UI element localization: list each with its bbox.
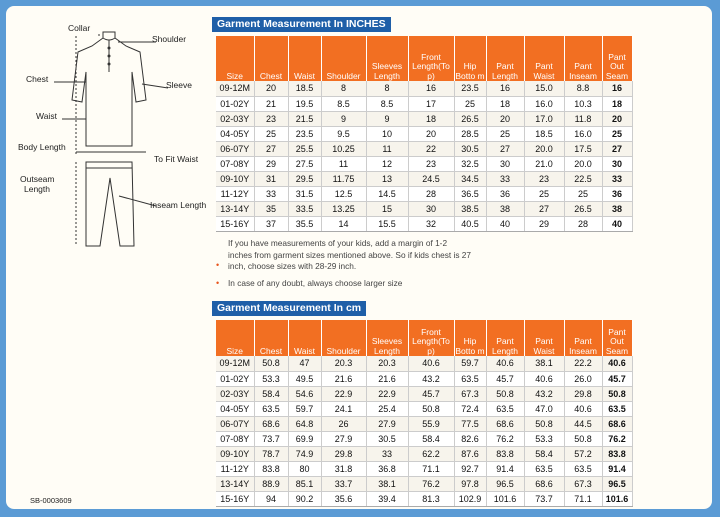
measurement-cell: 76.2 [408,476,454,491]
size-cell: 09-10Y [216,446,254,461]
inches-table-title: Garment Measurement In INCHES [212,17,391,32]
measurement-cell: 22 [408,141,454,156]
measurement-cell: 18 [486,96,524,111]
measurement-cell: 69.9 [288,431,321,446]
measurement-cell: 9.5 [321,126,366,141]
measurement-cell: 68.6 [254,416,288,431]
measurement-cell: 71.1 [564,491,602,506]
measurement-cell: 68.6 [486,416,524,431]
inches-col-header: Pant Waist [524,36,564,81]
note-larger-size-text: In case of any doubt, always choose larger size [228,277,403,288]
measurement-cell: 30 [408,201,454,216]
measurement-cell: 30.5 [454,141,486,156]
measurement-cell: 87.6 [454,446,486,461]
inches-col-header: Shoulder [321,36,366,81]
measurement-cell: 63.5 [524,461,564,476]
measurement-cell: 55.9 [408,416,454,431]
measurement-cell: 67.3 [564,476,602,491]
measurement-cell: 63.5 [602,401,632,416]
cm-col-header: Chest [254,320,288,356]
measurement-cell: 30.5 [366,431,408,446]
table-row [216,461,632,476]
measurement-cell: 21.6 [321,371,366,386]
measurement-cell: 21 [254,96,288,111]
measurement-cell: 40 [602,216,632,231]
measurement-cell: 40.6 [524,371,564,386]
cm-col-header: Waist [288,320,321,356]
inches-col-header: Pant Inseam [564,36,602,81]
inches-col-header: Front Length(To p) [408,36,454,81]
table-row [216,111,632,126]
measurement-cell: 102.9 [454,491,486,506]
measurement-cell: 13 [366,171,408,186]
cm-table-title: Garment Measurement In cm [212,301,366,316]
measurement-cell: 58.4 [524,446,564,461]
table-row [216,401,632,416]
cm-col-header: Sleeves Length [366,320,408,356]
shoulder-label: Shoulder [152,34,187,44]
inches-col-header: Chest [254,36,288,81]
cm-header-row [216,320,632,356]
chest-label: Chest [26,74,49,84]
measurement-cell: 22.9 [366,386,408,401]
measurement-cell: 45.7 [408,386,454,401]
measurement-cell: 101.6 [602,491,632,506]
measurement-cell: 19.5 [288,96,321,111]
measurement-cell: 25.4 [366,401,408,416]
measurement-cell: 76.2 [602,431,632,446]
size-cell: 09-10Y [216,171,254,186]
measurement-cell: 20 [602,111,632,126]
measurement-cell: 29.8 [321,446,366,461]
size-cell: 15-16Y [216,216,254,231]
measurement-cell: 96.5 [602,476,632,491]
measurement-cell: 53.3 [524,431,564,446]
size-cell: 04-05Y [216,401,254,416]
measurement-cell: 40 [486,216,524,231]
table-row [216,186,632,201]
size-cell: 04-05Y [216,126,254,141]
measurement-cell: 11 [321,156,366,171]
measurement-cell: 18.5 [524,126,564,141]
measurement-cell: 33 [486,171,524,186]
measurement-cell: 25 [454,96,486,111]
measurement-cell: 33 [366,446,408,461]
size-cell: 09-12M [216,81,254,96]
measurement-cell: 29.8 [564,386,602,401]
measurement-cell: 20.0 [524,141,564,156]
size-cell: 02-03Y [216,386,254,401]
measurement-cell: 29 [524,216,564,231]
measurement-cell: 25 [602,126,632,141]
measurement-cell: 31.5 [288,186,321,201]
measurement-cell: 72.4 [454,401,486,416]
measurement-cell: 74.9 [288,446,321,461]
outseam-length-label-line2: Length [24,184,50,194]
cm-col-header: Hip Botto m [454,320,486,356]
size-cell: 15-16Y [216,491,254,506]
measurement-cell: 49.5 [288,371,321,386]
size-notes [216,238,472,289]
cm-size-table [216,320,633,507]
measurement-cell: 90.2 [288,491,321,506]
inches-col-header: Sleeves Length [366,36,408,81]
measurement-cell: 68.6 [602,416,632,431]
size-cell: 02-03Y [216,111,254,126]
table-row [216,371,632,386]
table-row [216,201,632,216]
size-cell: 07-08Y [216,156,254,171]
measurement-cell: 36.8 [366,461,408,476]
measurement-cell: 63.5 [564,461,602,476]
cm-col-header: Pant Inseam [564,320,602,356]
measurement-cell: 76.2 [486,431,524,446]
measurement-cell: 83.8 [486,446,524,461]
measurement-cell: 8.5 [366,96,408,111]
size-chart-sheet [6,6,712,509]
table-row [216,446,632,461]
measurement-cell: 8.8 [564,81,602,96]
measurement-cell: 29 [254,156,288,171]
measurement-cell: 33.7 [321,476,366,491]
table-row [216,491,632,506]
measurement-cell: 96.5 [486,476,524,491]
measurement-cell: 12 [366,156,408,171]
measurement-cell: 67.3 [454,386,486,401]
size-cell: 06-07Y [216,141,254,156]
measurement-cell: 50.8 [564,431,602,446]
measurement-cell: 8 [321,81,366,96]
inches-header-row [216,36,632,81]
table-row [216,81,632,96]
measurement-cell: 45.7 [486,371,524,386]
measurement-cell: 27 [486,141,524,156]
measurement-cell: 24.1 [321,401,366,416]
measurement-cell: 38.1 [366,476,408,491]
measurement-cell: 33.5 [288,201,321,216]
measurement-cell: 35.6 [321,491,366,506]
measurement-cell: 26.5 [564,201,602,216]
garment-diagram [6,6,216,306]
measurement-cell: 32.5 [454,156,486,171]
measurement-cell: 22.2 [564,356,602,371]
measurement-cell: 13.25 [321,201,366,216]
measurement-cell: 15.0 [524,81,564,96]
measurement-cell: 27.9 [321,431,366,446]
note-larger-size: • In case of any doubt, always choose larger size [216,277,403,288]
measurement-cell: 73.7 [524,491,564,506]
measurement-cell: 23.5 [454,81,486,96]
table-row [216,96,632,111]
size-cell: 01-02Y [216,96,254,111]
inches-col-header: Size [216,36,254,81]
measurement-cell: 73.7 [254,431,288,446]
measurement-cell: 81.3 [408,491,454,506]
measurement-cell: 35.5 [288,216,321,231]
inches-col-header: Waist [288,36,321,81]
measurement-cell: 17.0 [524,111,564,126]
size-cell: 13-14Y [216,201,254,216]
measurement-cell: 10.3 [564,96,602,111]
measurement-cell: 24.5 [408,171,454,186]
measurement-cell: 83.8 [254,461,288,476]
table-row [216,126,632,141]
measurement-cell: 63.5 [486,401,524,416]
measurement-cell: 59.7 [454,356,486,371]
measurement-cell: 31 [254,171,288,186]
measurement-cell: 26.5 [454,111,486,126]
measurement-cell: 50.8 [408,401,454,416]
cm-col-header: Front Length(To p) [408,320,454,356]
measurement-cell: 36 [602,186,632,201]
measurement-cell: 59.7 [288,401,321,416]
measurement-cell: 18 [408,111,454,126]
size-cell: 06-07Y [216,416,254,431]
measurement-cell: 94 [254,491,288,506]
measurement-cell: 50.8 [602,386,632,401]
measurement-cell: 9 [321,111,366,126]
measurement-cell: 10.25 [321,141,366,156]
measurement-cell: 20.3 [366,356,408,371]
table-row [216,156,632,171]
table-row [216,356,632,371]
measurement-cell: 11 [366,141,408,156]
measurement-cell: 27.5 [288,156,321,171]
measurement-cell: 91.4 [486,461,524,476]
measurement-cell: 25 [524,186,564,201]
measurement-cell: 30 [486,156,524,171]
inches-col-header: Pant Out Seam [602,36,632,81]
measurement-cell: 82.6 [454,431,486,446]
measurement-cell: 11.8 [564,111,602,126]
measurement-cell: 8.5 [321,96,366,111]
outseam-length-label-line1: Outseam [20,174,55,184]
cm-col-header: Pant Out Seam [602,320,632,356]
measurement-cell: 78.7 [254,446,288,461]
measurement-cell: 20.0 [564,156,602,171]
measurement-cell: 29.5 [288,171,321,186]
measurement-cell: 92.7 [454,461,486,476]
measurement-cell: 25 [254,126,288,141]
collar-label: Collar [68,23,91,33]
measurement-cell: 47.0 [524,401,564,416]
measurement-cell: 14.5 [366,186,408,201]
measurement-cell: 32 [408,216,454,231]
table-row [216,416,632,431]
measurement-cell: 36 [486,186,524,201]
measurement-cell: 54.6 [288,386,321,401]
note-margin-text: If you have measurements of your kids, add a margin of 1-2 inches from garment sizes mentioned above. So if kids chest is 27 inch, choose sizes with 28-29 inch. [228,238,472,271]
measurement-cell: 22.9 [321,386,366,401]
measurement-cell: 23 [524,171,564,186]
note-margin: • If you have measurements of your kids, add a margin of 1-2 inches from garment sizes mentioned above. So if kids chest is 27 inch, choose sizes with 28-29 inch. [216,238,472,271]
waist-label: Waist [36,111,57,121]
measurement-cell: 71.1 [408,461,454,476]
measurement-cell: 28.5 [454,126,486,141]
measurement-cell: 47 [288,356,321,371]
measurement-cell: 58.4 [408,431,454,446]
measurement-cell: 88.9 [254,476,288,491]
measurement-cell: 64.8 [288,416,321,431]
measurement-cell: 21.5 [288,111,321,126]
measurement-cell: 27 [254,141,288,156]
size-cell: 13-14Y [216,476,254,491]
cm-table-body [216,356,632,506]
measurement-cell: 57.2 [564,446,602,461]
table-row [216,476,632,491]
inseam-length-label: Inseam Length [150,200,207,210]
inches-size-table [216,36,633,232]
measurement-cell: 26.0 [564,371,602,386]
measurement-cell: 43.2 [524,386,564,401]
measurement-cell: 15 [366,201,408,216]
size-cell: 11-12Y [216,186,254,201]
measurement-cell: 97.8 [454,476,486,491]
measurement-cell: 26 [321,416,366,431]
measurement-cell: 36.5 [454,186,486,201]
cm-col-header: Pant Waist [524,320,564,356]
measurement-cell: 15.5 [366,216,408,231]
table-row [216,141,632,156]
measurement-cell: 27.9 [366,416,408,431]
measurement-cell: 83.8 [602,446,632,461]
inches-col-header: Pant Length [486,36,524,81]
size-cell: 11-12Y [216,461,254,476]
inches-col-header: Hip Botto m [454,36,486,81]
measurement-cell: 14 [321,216,366,231]
measurement-cell: 20 [254,81,288,96]
measurement-cell: 101.6 [486,491,524,506]
measurement-cell: 37 [254,216,288,231]
measurement-cell: 40.6 [602,356,632,371]
table-row [216,216,632,231]
measurement-cell: 33 [254,186,288,201]
measurement-cell: 43.2 [408,371,454,386]
measurement-cell: 34.5 [454,171,486,186]
measurement-cell: 27 [602,141,632,156]
measurement-cell: 23 [408,156,454,171]
measurement-cell: 21.0 [524,156,564,171]
measurement-cell: 40.5 [454,216,486,231]
measurement-cell: 17.5 [564,141,602,156]
measurement-cell: 63.5 [254,401,288,416]
measurement-cell: 38.1 [524,356,564,371]
size-cell: 01-02Y [216,371,254,386]
measurement-cell: 20 [408,126,454,141]
measurement-cell: 80 [288,461,321,476]
body-length-label: Body Length [18,142,66,152]
size-cell: 07-08Y [216,431,254,446]
measurement-cell: 16 [486,81,524,96]
measurement-cell: 25.5 [288,141,321,156]
measurement-cell: 38 [486,201,524,216]
to-fit-waist-label: To Fit Waist [154,154,199,164]
measurement-cell: 16 [602,81,632,96]
measurement-cell: 63.5 [454,371,486,386]
table-row [216,431,632,446]
measurement-cell: 16.0 [564,126,602,141]
measurement-cell: 50.8 [524,416,564,431]
measurement-cell: 18 [602,96,632,111]
measurement-cell: 11.75 [321,171,366,186]
measurement-cell: 50.8 [254,356,288,371]
measurement-cell: 25 [486,126,524,141]
measurement-cell: 45.7 [602,371,632,386]
cm-col-header: Pant Length [486,320,524,356]
table-row [216,386,632,401]
size-cell: 09-12M [216,356,254,371]
measurement-cell: 9 [366,111,408,126]
measurement-cell: 35 [254,201,288,216]
measurement-cell: 40.6 [408,356,454,371]
measurement-cell: 20.3 [321,356,366,371]
measurement-cell: 10 [366,126,408,141]
measurement-cell: 17 [408,96,454,111]
measurement-cell: 40.6 [486,356,524,371]
measurement-cell: 12.5 [321,186,366,201]
measurement-cell: 33 [602,171,632,186]
measurement-cell: 28 [408,186,454,201]
measurement-cell: 68.6 [524,476,564,491]
cm-col-header: Size [216,320,254,356]
measurement-cell: 25 [564,186,602,201]
measurement-cell: 16 [408,81,454,96]
measurement-cell: 85.1 [288,476,321,491]
measurement-cell: 40.6 [564,401,602,416]
measurement-cell: 44.5 [564,416,602,431]
sleeve-label: Sleeve [166,80,192,90]
table-row [216,171,632,186]
measurement-cell: 91.4 [602,461,632,476]
measurement-cell: 18.5 [288,81,321,96]
measurement-cell: 28 [564,216,602,231]
measurement-cell: 38 [602,201,632,216]
measurement-cell: 21.6 [366,371,408,386]
measurement-cell: 30 [602,156,632,171]
measurement-cell: 39.4 [366,491,408,506]
measurement-cell: 62.2 [408,446,454,461]
inches-table-body [216,81,632,231]
measurement-cell: 8 [366,81,408,96]
measurement-cell: 20 [486,111,524,126]
measurement-cell: 22.5 [564,171,602,186]
cm-col-header: Shoulder [321,320,366,356]
measurement-cell: 53.3 [254,371,288,386]
measurement-cell: 58.4 [254,386,288,401]
measurement-cell: 16.0 [524,96,564,111]
measurement-cell: 23.5 [288,126,321,141]
measurement-cell: 50.8 [486,386,524,401]
measurement-cell: 31.8 [321,461,366,476]
measurement-cell: 77.5 [454,416,486,431]
measurement-cell: 23 [254,111,288,126]
product-code: SB-0003609 [30,496,72,505]
measurement-cell: 38.5 [454,201,486,216]
measurement-cell: 27 [524,201,564,216]
